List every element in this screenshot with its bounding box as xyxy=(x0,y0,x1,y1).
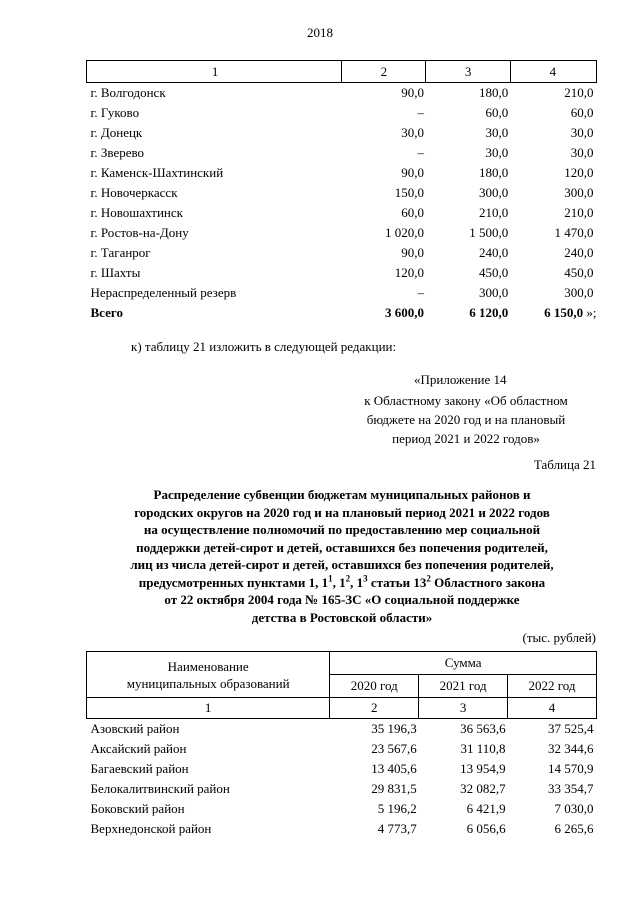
table-cell: 29 831,5 xyxy=(371,781,417,796)
table-number-row xyxy=(87,698,597,719)
table-cell: 1 xyxy=(87,698,330,719)
table-cell: 3 xyxy=(419,698,508,719)
table-cell: 30,0 xyxy=(570,145,594,160)
total-row xyxy=(87,303,597,323)
table-cell: 210,0 xyxy=(564,85,594,100)
table-cell: 1 470,0 xyxy=(554,225,594,240)
table-cell: г. Волгодонск xyxy=(90,85,166,100)
table-cell: Багаевский район xyxy=(90,761,189,776)
table-cell: 300,0 xyxy=(564,285,594,300)
table-cell: 120,0 xyxy=(564,165,594,180)
subvention-table-continued xyxy=(86,60,597,323)
table-cell: 23 567,6 xyxy=(371,741,417,756)
table-cell: 6 265,6 xyxy=(554,821,594,836)
table-row xyxy=(87,103,597,123)
table-cell: 30,0 xyxy=(485,125,509,140)
table-cell: 32 082,7 xyxy=(460,781,506,796)
table-cell: 31 110,8 xyxy=(460,741,506,756)
table-row xyxy=(87,223,597,243)
header-col-2: 2 xyxy=(342,61,426,83)
table-row xyxy=(87,719,597,740)
table-header-row xyxy=(87,61,597,83)
table-row xyxy=(87,759,597,779)
table-cell: 60,0 xyxy=(485,105,509,120)
table-cell: 33 354,7 xyxy=(548,781,594,796)
total-label: Всего xyxy=(90,305,123,320)
table-cell: 30,0 xyxy=(401,125,424,140)
table-cell: 210,0 xyxy=(564,205,594,220)
table-row xyxy=(87,203,597,223)
table-cell: г. Шахты xyxy=(90,265,141,280)
table-cell: Белокалитвинский район xyxy=(90,781,230,796)
table-cell: 6 421,9 xyxy=(466,801,506,816)
table-cell: 90,0 xyxy=(401,165,424,180)
table-cell: г. Донецк xyxy=(90,125,143,140)
header-col-1: 1 xyxy=(87,61,342,83)
table-cell: 450,0 xyxy=(478,265,509,280)
header-year-2021: 2021 год xyxy=(419,675,508,698)
table-cell: Аксайский район xyxy=(90,741,187,756)
table-cell: – xyxy=(417,285,424,300)
table-cell: 7 030,0 xyxy=(554,801,594,816)
table-cell: 35 196,3 xyxy=(371,721,417,736)
table-cell: 30,0 xyxy=(485,145,509,160)
header-col-4: 4 xyxy=(510,61,596,83)
table-cell: 240,0 xyxy=(564,245,594,260)
appendix-ref-line: бюджете на 2020 год и на плановый xyxy=(366,412,566,427)
appendix-ref-line: период 2021 и 2022 годов» xyxy=(392,431,540,446)
table-row xyxy=(87,143,597,163)
subvention-table-21 xyxy=(86,651,597,839)
total-2020: 3 600,0 xyxy=(384,305,424,320)
table-cell: 6 056,6 xyxy=(466,821,506,836)
table-cell: 36 563,6 xyxy=(460,721,506,736)
table-cell: 120,0 xyxy=(394,265,424,280)
table-cell: 60,0 xyxy=(401,205,424,220)
table-cell: 90,0 xyxy=(401,85,424,100)
table-cell: 14 570,9 xyxy=(548,761,594,776)
table-cell: г. Зверево xyxy=(90,145,145,160)
table-cell: 37 525,4 xyxy=(548,721,594,736)
table-cell: 13 405,6 xyxy=(371,761,417,776)
table-row xyxy=(87,799,597,819)
table-cell: г. Новочеркасск xyxy=(90,185,178,200)
table-row xyxy=(87,243,597,263)
total-2022: 6 150,0 »; xyxy=(544,305,597,320)
table-cell: 300,0 xyxy=(564,185,594,200)
header-year-2020: 2020 год xyxy=(330,675,419,698)
header-col-3: 3 xyxy=(426,61,510,83)
total-2021: 6 120,0 xyxy=(469,305,509,320)
table-row xyxy=(87,283,597,303)
table-cell: 450,0 xyxy=(564,265,594,280)
table-row xyxy=(87,83,597,104)
table-title: Распределение субвенции бюджетам муниципальных районов и городских округов на 2020 год и на плановый период 2021 и 2022 годов на осуществление полномочий по предоставлению мер социальной поддержки детей-сирот и детей, оставшихся без попечения родителей, лиц из числа детей-сирот и детей, оставшихся без попечения родителей, предусмотренных пунктами 1, $1^1$, $1^2$, $1^3$ статьи $13^2$ Областного закона от 22 октября 2004 года № 165-ЗС «О социальной поддержке детства в Ростовской области» xyxy=(130,487,554,625)
table-row xyxy=(87,263,597,283)
appendix-ref-line: к Областному закону «Об областном xyxy=(364,393,568,408)
table-cell: 180,0 xyxy=(478,165,509,180)
table-row xyxy=(87,779,597,799)
units-label: (тыс. рублей) xyxy=(522,630,596,645)
table-cell: – xyxy=(417,145,424,160)
table-cell: г. Каменск-Шахтинский xyxy=(90,165,224,180)
header-year-2022: 2022 год xyxy=(508,675,597,698)
table-cell: 240,0 xyxy=(478,245,509,260)
table-cell: 5 196,2 xyxy=(377,801,417,816)
table-cell: Нераспределенный резерв xyxy=(90,285,237,300)
header-name: Наименование муниципальных образований xyxy=(87,652,330,698)
table-row xyxy=(87,163,597,183)
table-cell: г. Таганрог xyxy=(90,245,151,260)
table-row xyxy=(87,123,597,143)
instruction-paragraph: к) таблицу 21 изложить в следующей редакции: xyxy=(131,339,397,354)
appendix-reference xyxy=(336,391,596,448)
table-number: Таблица 21 xyxy=(533,457,596,472)
table-cell: 210,0 xyxy=(478,205,509,220)
table-cell: 300,0 xyxy=(478,185,509,200)
table-cell: 1 020,0 xyxy=(384,225,424,240)
table-cell: 180,0 xyxy=(478,85,509,100)
table-cell: г. Ростов-на-Дону xyxy=(90,225,189,240)
appendix-label: «Приложение 14 xyxy=(414,372,507,387)
table-cell: 13 954,9 xyxy=(460,761,506,776)
page-number: 2018 xyxy=(307,25,333,40)
table-cell: г. Гуково xyxy=(90,105,140,120)
table-cell: 300,0 xyxy=(478,285,509,300)
table-cell: – xyxy=(417,105,424,120)
table-cell: 30,0 xyxy=(570,125,594,140)
table-cell: Азовский район xyxy=(90,721,180,736)
table-cell: 4 xyxy=(508,698,597,719)
table-row xyxy=(87,739,597,759)
table-row xyxy=(87,183,597,203)
table-row xyxy=(87,819,597,839)
table-cell: 1 500,0 xyxy=(469,225,509,240)
table-cell: 90,0 xyxy=(401,245,424,260)
table-header-row xyxy=(87,652,597,675)
table-cell: Верхнедонской район xyxy=(90,821,212,836)
table-cell: 60,0 xyxy=(570,105,594,120)
table-cell: 150,0 xyxy=(394,185,424,200)
table-cell: г. Новошахтинск xyxy=(90,205,183,220)
closing-quote: »; xyxy=(583,305,597,320)
table-cell: 32 344,6 xyxy=(548,741,594,756)
table-cell: 2 xyxy=(330,698,419,719)
table-cell: Боковский район xyxy=(90,801,185,816)
header-sum: Сумма xyxy=(330,652,597,675)
table-cell: 4 773,7 xyxy=(377,821,417,836)
